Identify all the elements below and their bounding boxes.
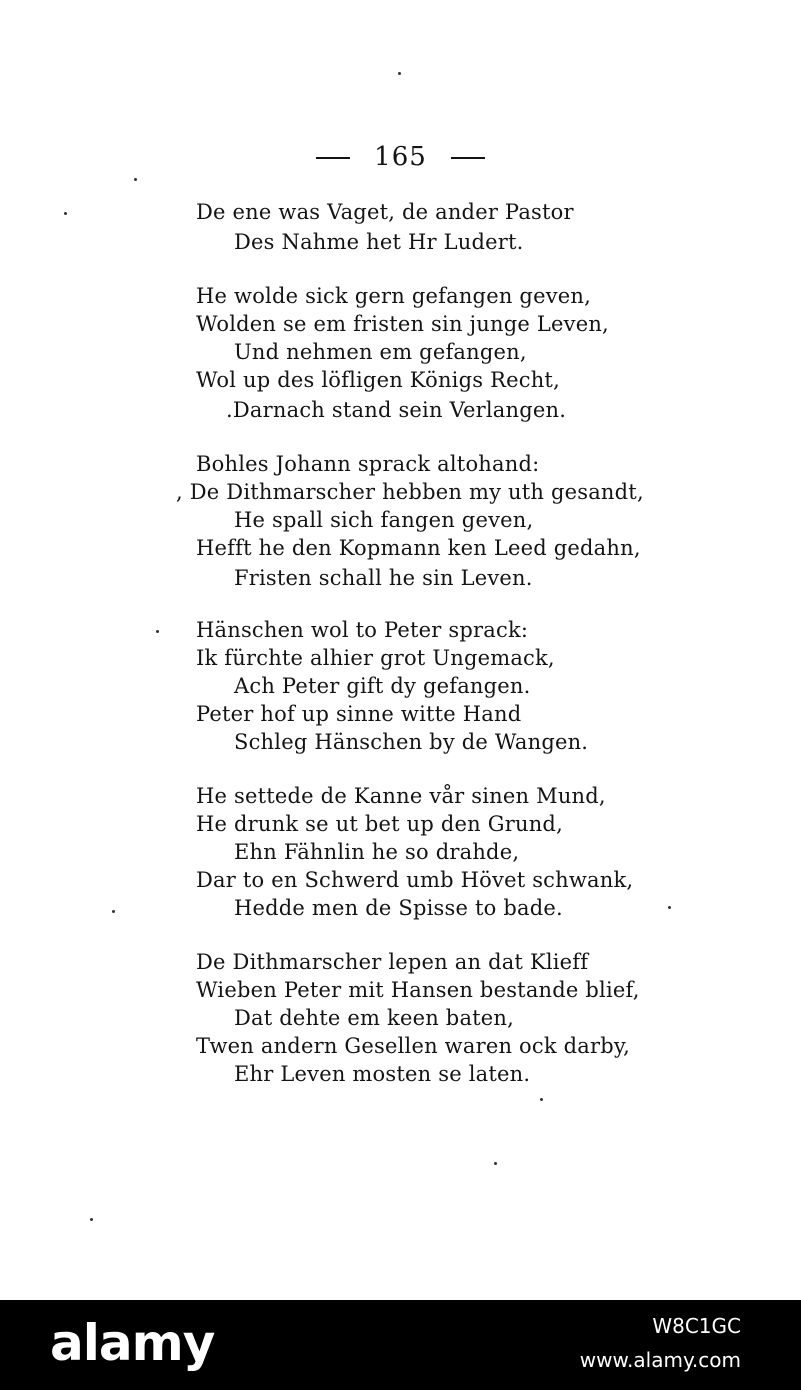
scan-speck [540, 1098, 543, 1101]
poem-line: Und nehmen em gefangen, [234, 340, 527, 364]
poem-line: Twen andern Gesellen waren ock darby, [196, 1034, 631, 1058]
left-dash [316, 157, 350, 159]
poem-line: Bohles Johann sprack altohand: [196, 452, 540, 476]
poem-line: Peter hof up sinne witte Hand [196, 702, 522, 726]
page-number [0, 142, 801, 172]
page-number-text: 165 [374, 142, 427, 172]
poem-line: Des Nahme het Hr Ludert. [234, 230, 524, 254]
poem-line: Wolden se em fristen sin junge Leven, [196, 312, 609, 336]
poem-line: Dar to en Schwerd umb Hövet schwank, [196, 868, 634, 892]
poem-line: Fristen schall he sin Leven. [234, 566, 533, 590]
poem-line: He spall sich fangen geven, [234, 508, 534, 532]
poem-line: Ehn Fähnlin he so drahde, [234, 840, 520, 864]
image-id: W8C1GC [652, 1314, 741, 1338]
poem-line: .Darnach stand sein Verlangen. [226, 398, 567, 422]
poem-line: Ik fürchte alhier grot Ungemack, [196, 646, 555, 670]
poem-line: Wieben Peter mit Hansen bestande blief, [196, 978, 640, 1002]
poem-line: De Dithmarscher lepen an dat Klieff [196, 950, 589, 974]
right-dash [451, 157, 485, 159]
brand-logo: alamy [50, 1314, 215, 1372]
poem-line: Schleg Hänschen by de Wangen. [234, 730, 589, 754]
poem-line: He drunk se ut bet up den Grund, [196, 812, 563, 836]
scan-speck [134, 178, 137, 181]
poem-line: He settede de Kanne vår sinen Mund, [196, 784, 606, 808]
poem-line: Hedde men de Spisse to bade. [234, 896, 563, 920]
poem-line: Dat dehte em keen baten, [234, 1006, 515, 1030]
poem-line: Hefft he den Kopmann ken Leed gedahn, [196, 536, 641, 560]
poem-line: De ene was Vaget, de ander Pastor [196, 200, 574, 224]
scan-speck [90, 1218, 93, 1221]
scan-speck [668, 906, 671, 909]
scan-speck [112, 910, 115, 913]
scan-speck [156, 630, 159, 633]
poem-line: He wolde sick gern gefangen geven, [196, 284, 591, 308]
poem-line: Hänschen wol to Peter sprack: [196, 618, 529, 642]
poem-line: , De Dithmarscher hebben my uth gesandt, [176, 480, 644, 504]
scan-speck [398, 72, 401, 75]
poem-line: Ehr Leven mosten se laten. [234, 1062, 531, 1086]
poem-line: Ach Peter gift dy gefangen. [234, 674, 531, 698]
watermark-footer [0, 1300, 801, 1390]
poem-line: Wol up des löfligen Königs Recht, [196, 368, 560, 392]
site-url: www.alamy.com [579, 1348, 741, 1372]
scan-speck [494, 1162, 497, 1165]
scan-speck [64, 212, 67, 215]
